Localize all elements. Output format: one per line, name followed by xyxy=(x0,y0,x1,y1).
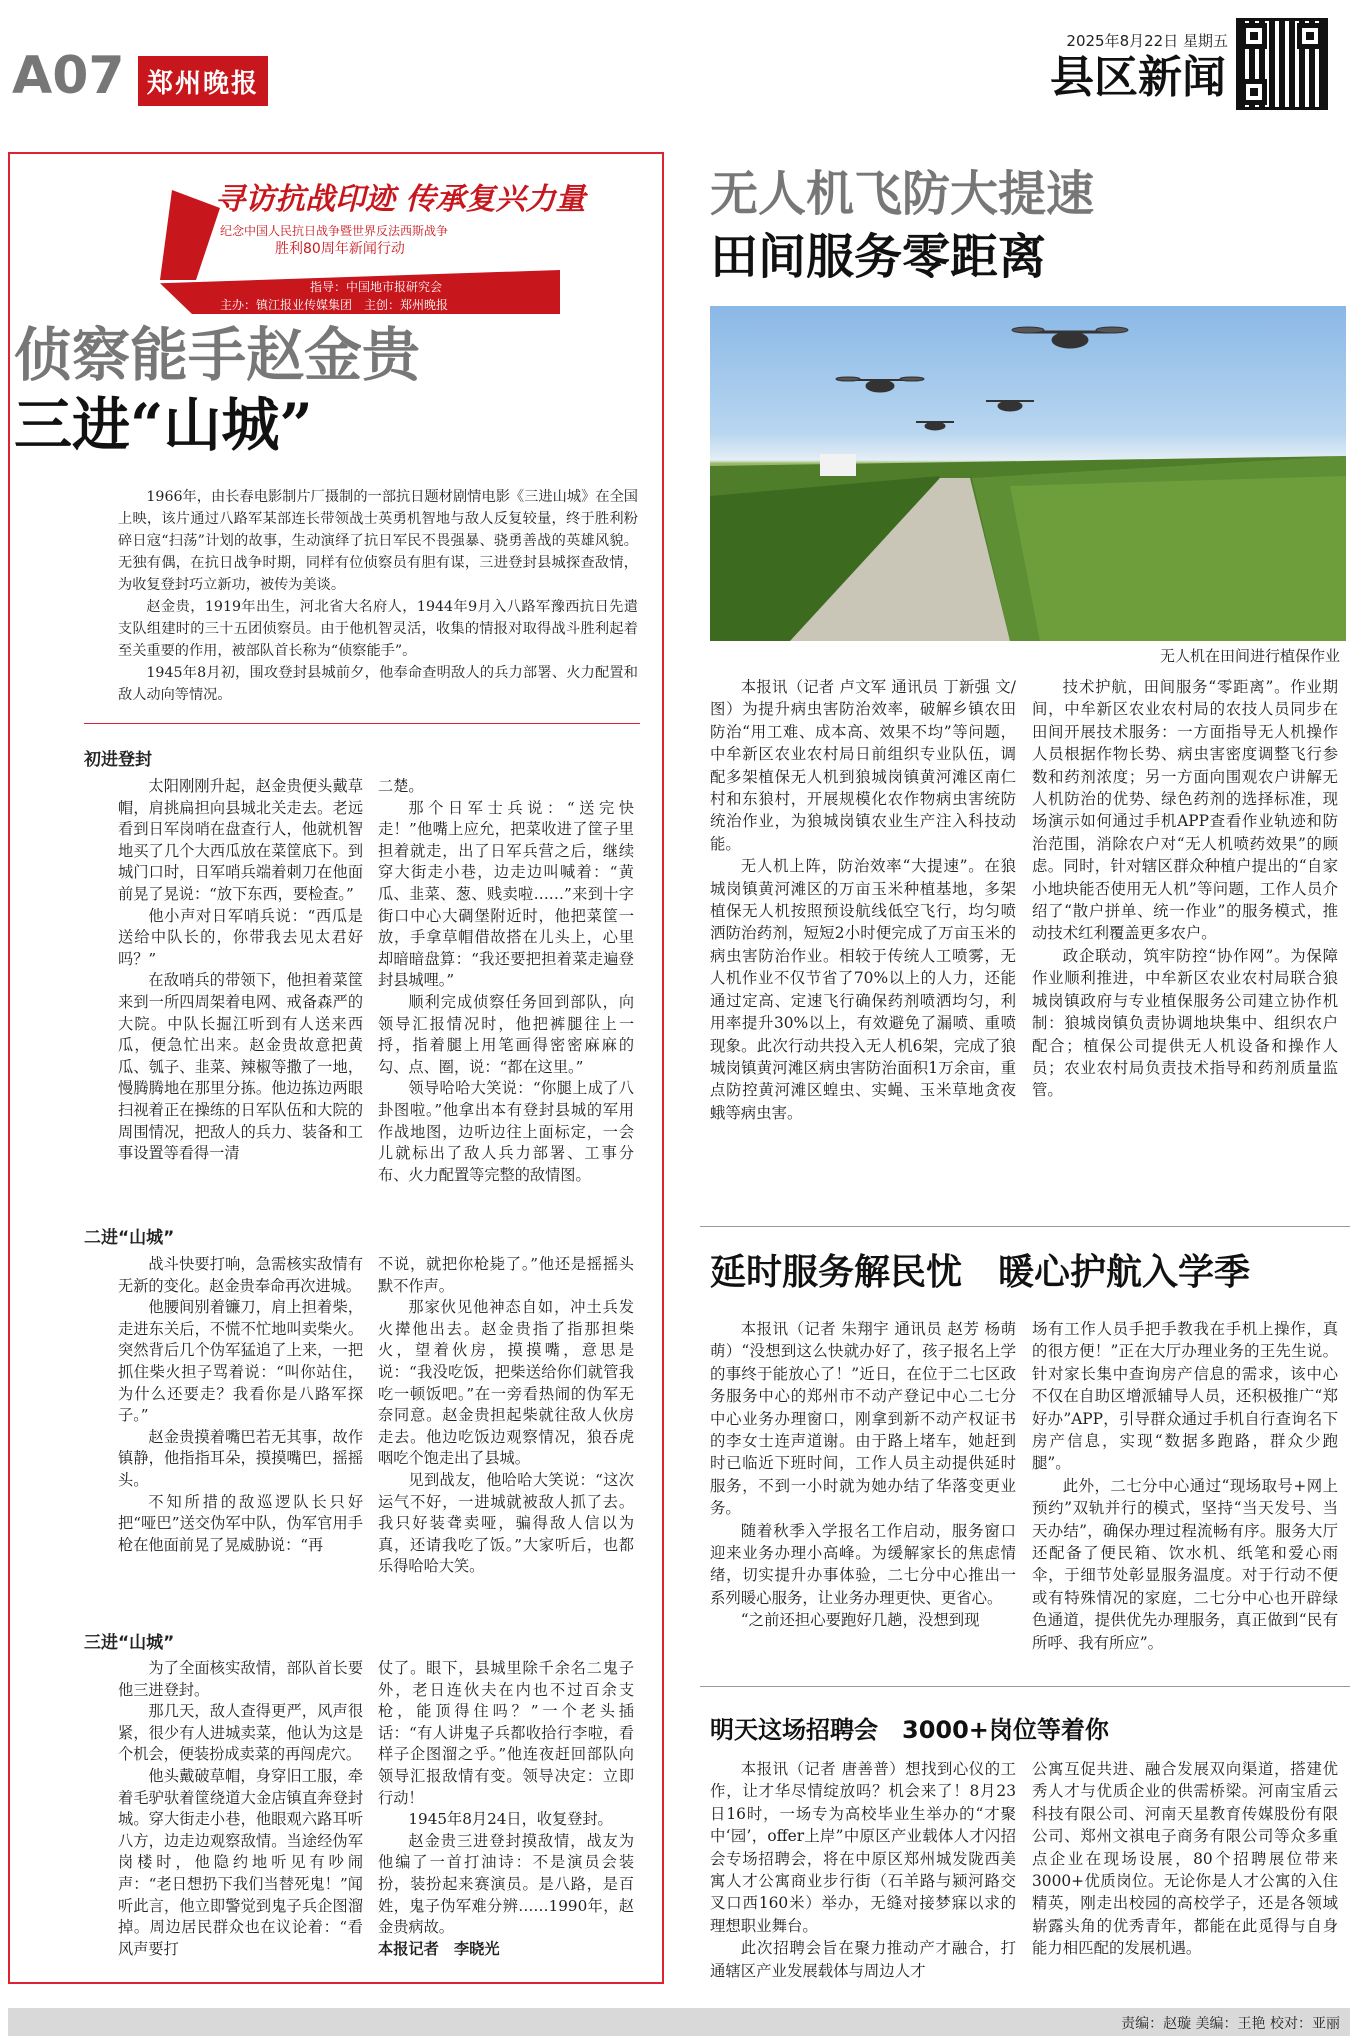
banner-anniversary: 胜利80周年新闻行动 xyxy=(275,241,405,257)
body-paragraph: 不知所措的敌巡逻队长只好把“哑巴”送交伪军中队，伪军官用手枪在他面前晃了晃威胁说：“再 xyxy=(118,1492,363,1554)
body-paragraph: 太阳刚刚升起，赵金贵便头戴草帽，肩挑扁担向县城北关走去。老远看到日军岗哨在盘查行人，他就机智地买了几个大西瓜放在菜筐底下。到城门口时，日军哨兵端着刺刀在他面前晃了晃说：“放下东西，要检查。” xyxy=(118,777,363,903)
body-paragraph: 公寓互促共进、融合发展双向渠道，搭建优秀人才与优质企业的供需桥梁。河南宝盾云科技有限公司、河南天星教育传媒股份有限公司、郑州文祺电子商务有限公司等众多重点企业在现场设展，80个招聘展位带来3000+优质岗位。无论你是人才公寓的入住精英，刚走出校园的高校学子，还是各领域崭露头角的优秀青年，都能在此觅得与自身能力相匹配的发展机遇。 xyxy=(1032,1760,1338,1958)
corn-field xyxy=(710,456,1346,641)
body-paragraph: “之前还担心要跑好几趟，没想到现 xyxy=(740,1611,980,1630)
body-paragraph: 那几天，敌人查得更严，风声很紧，很少有人进城卖菜，他认为这是个机会，便装扮成卖菜的再闯虎穴。 xyxy=(118,1702,363,1764)
body-paragraph: 他头戴破草帽，身穿旧工服，牵着毛驴驮着筐绕道大金店镇直奔登封城。穿大街走小巷，他眼观六路耳听八方，边走边观察敌情。当途经伪军岗楼时，他隐约地听见有吵闹声：“老日想扔下我们当替死鬼！”闻听此言，他立即警觉到鬼子兵企图溜掉。周边居民群众也在议论着：“看风声要打 xyxy=(118,1766,363,1958)
body-paragraph: 不说，就把你枪毙了。”他还是摇摇头默不作声。 xyxy=(378,1255,634,1295)
body-paragraph: 技术护航，田间服务“零距离”。作业期间，中牟新区农业农村局的农技人员同步在田间开展技术服务：一方面指导无人机操作人员根据作物长势、病虫害密度调整飞行参数和药剂浓度；另一方面向围观农户讲解无人机防治的优势、绿色药剂的选择标准，现场演示如何通过手机APP查看作业轨迹和防治范围，消除农户对“无人机喷药效果”的顾虑。同时，针对辖区群众种植户提出的“自家小地块能否使用无人机”等问题，工作人员介绍了“散户拼单、统一作业”的服务模式，推动技术红利覆盖更多农户。 xyxy=(1032,678,1338,943)
body-paragraph: 为了全面核实敌情，部队首长要他三进登封。 xyxy=(118,1659,363,1699)
job-fair-title: 明天这场招聘会 3000+岗位等着你 xyxy=(710,1716,1109,1744)
body-paragraph: 那家伙见他神态自如，冲土兵发火撵他出去。赵金贵指了指那担柴火，望着伙房，摸摸嘴，意思是说：“我没吃饭，把柴送给你们就管我吃一顿饭吧。”在一旁看热闹的伪军无奈同意。赵金贵担起柴就往敌人伙房走去。他边吃饭边观察情况，狼吞虎咽吃个饱走出了县城。 xyxy=(378,1298,634,1468)
body-paragraph: 本报讯（记者 朱翔宇 通讯员 赵芳 杨萌萌）“没想到这么快就办好了，孩子报名上学的事终于能放心了！”近日，在位于二七区政务服务中心的郑州市不动产登记中心二七分中心业务办理窗口，刚拿到新不动产权证书的李女士连声道谢。由于路上堵车，她赶到时已临近下班时间，工作人员主动提供延时服务，不到一小时就为她办结了华落变更业务。 xyxy=(710,1320,1016,1518)
drone-icon xyxy=(836,377,924,392)
banner-title: 寻访抗战印迹 传承复兴力量 xyxy=(215,182,586,217)
sec1-column-right xyxy=(378,776,634,1186)
feature-title-line1: 侦察能手赵金贵 xyxy=(14,321,421,389)
body-paragraph: 仗了。眼下，县城里除千余名二鬼子外，老日连伙夫在内也不过百余支枪，能顶得住吗？”一个老头插话：“有人讲鬼子兵都收拾行李啦，看样子企图溜之乎。”他连夜赶回部队向领导汇报敌情有变。领导决定：立即行动！ xyxy=(378,1659,634,1807)
body-paragraph: 在敌哨兵的带领下，他担着菜筐来到一所四周架着电网、戒备森严的大院。中队长掘江听到有人送来西瓜，便急忙出来。赵金贵故意把黄瓜、瓠子、韭菜、辣椒等撒了一地，慢腾腾地在那里分拣。他边拣边两眼扫视着正在操练的日军队伍和大院的周围情况，把敌人的兵力、装备和工事设置等看得一清 xyxy=(118,971,363,1163)
body-paragraph: 政企联动，筑牢防控“协作网”。为保障作业顺利推进，中牟新区农业农村局联合狼城岗镇政府与专业植保服务公司建立协作机制：狼城岗镇负责协调地块集中、组织农户配合；植保公司提供无人机设备和操作人员；农业农村局负责技术指导和药剂质量监管。 xyxy=(1032,946,1338,1100)
newspaper-logo: 郑州晚报 xyxy=(138,56,268,106)
lead-paragraph: 赵金贵，1919年出生，河北省大名府人，1944年9月入八路军豫西抗日先遣支队组建时的三十五团侦察员。由于他机智灵活，收集的情报对取得战斗胜利起着至关重要的作用，被部队首长称为“侦察能手”。 xyxy=(118,599,638,659)
section-heading: 二进“山城” xyxy=(84,1228,175,1248)
drone-title-line1: 无人机飞防大提速 xyxy=(710,166,1095,222)
sec2-column-left xyxy=(118,1254,363,1556)
article-divider xyxy=(700,1686,1350,1687)
body-paragraph: 赵金贵三进登封摸敌情，战友为他编了一首打油诗：不是演员会装扮，装扮起来赛演员。是八路，是百姓，鬼子伪军难分辨……1990年，赵金贵病故。 xyxy=(378,1831,634,1937)
campaign-banner xyxy=(120,170,586,320)
drone-icon xyxy=(916,422,954,430)
banner-guide: 指导：中国地市报研究会 xyxy=(310,280,443,294)
lead-paragraph: 1945年8月初，围攻登封县城前夕，他奉命查明敌人的兵力部署、火力配置和敌人动向等情况。 xyxy=(118,665,638,703)
body-paragraph: 二楚。 xyxy=(378,777,424,795)
body-paragraph: 那个日军士兵说：“送完快走！”他嘴上应允，把菜收进了筐子里担着就走，出了日军兵营之后，继续穿大街走小巷，边走边叫喊着：“黄瓜、韭菜、葱、贱卖啦……”来到十字街口中心大碉堡附近时，他把菜筐一放，手拿草帽借故搭在儿头上，心里却暗暗盘算：“我还要把担着菜走遍登封县城哩。” xyxy=(378,798,634,990)
body-paragraph: 领导哈哈大笑说：“你腿上成了八卦图啦。”他拿出本有登封县城的军用作战地图，边听边往上面标定，一会儿就标出了敌人兵力部署、工事分布、火力配置等完整的敌情图。 xyxy=(378,1079,634,1184)
school-column-right xyxy=(1032,1318,1338,1654)
drone-icon xyxy=(1012,327,1128,348)
feature-lead xyxy=(118,486,638,706)
feature-title-line2: 三进“山城” xyxy=(14,391,313,459)
drone-field-photo xyxy=(710,306,1346,641)
body-paragraph: 本报讯（记者 唐善普）想找到心仪的工作，让才华尽情绽放吗？机会来了！8月23日16时，一场专为高校毕业生举办的“才聚中‘园’，offer上岸”中原区产业载体人才闪招会专场招聘会，将在中原区郑州城发陇西美寓人才公寓商业步行街（石羊路与颍河路交叉口西160米）举办，无缝对接梦寐以求的理想职业舞台。 xyxy=(710,1760,1016,1935)
school-column-left xyxy=(710,1318,1016,1632)
banner-host: 主办：镇江报业传媒集团 主创：郑州晚报 xyxy=(220,298,449,312)
body-paragraph: 1945年8月24日，收复登封。 xyxy=(408,1810,613,1829)
body-paragraph: 场有工作人员手把手教我在手机上操作，真的很方便！”正在大厅办理业务的王先生说。针对家长集中查询房产信息的需求，该中心不仅在自助区增派辅导人员，还积极推广“郑好办”APP，引导群众通过手机自行查询名下房产信息，实现“数据多跑路，群众少跑腿”。 xyxy=(1032,1320,1338,1473)
section-heading: 三进“山城” xyxy=(84,1633,175,1653)
sec3-column-left xyxy=(118,1658,363,1960)
drone-icon xyxy=(986,401,1034,411)
body-paragraph: 此次招聘会旨在聚力推动产才融合，打通辖区产业发展载体与周边人才 xyxy=(710,1939,1016,1980)
body-paragraph: 他小声对日军哨兵说：“西瓜是送给中队长的，你带我去见太君好吗？” xyxy=(118,906,363,968)
editor-credits: 责编：赵璇 美编：王艳 校对：亚丽 xyxy=(1121,2016,1340,2032)
page-number: A07 xyxy=(12,46,125,106)
section-title: 县区新闻 xyxy=(1050,52,1226,103)
qr-code-icon[interactable] xyxy=(1236,18,1328,110)
article-divider xyxy=(700,1226,1350,1227)
body-paragraph: 随着秋季入学报名工作启动，服务窗口迎来业务办理小高峰。为缓解家长的焦虑情绪，切实提升办事体验，二七分中心推出一系列暖心服务，让业务办理更快、更省心。 xyxy=(710,1521,1016,1607)
body-paragraph: 战斗快要打响，急需核实敌情有无新的变化。赵金贵奉命再次进城。 xyxy=(118,1255,363,1295)
lead-divider xyxy=(84,723,640,724)
byline: 本报记者 李晓光 xyxy=(378,1939,500,1958)
body-paragraph: 本报讯（记者 卢文军 通讯员 丁新强 文/图）为提升病虫害防治效率，破解乡镇农田防治“用工难、成本高、效果不均”等问题，中牟新区农业农村局日前组织专业队伍，调配多架植保无人机到狼城岗镇黄河滩区南仁村和东狼村，开展规模化农作物病虫害统防统治作业，为狼城岗镇农业生产注入科技动能。 xyxy=(710,678,1016,853)
supply-bags xyxy=(820,454,856,476)
section-heading: 初进登封 xyxy=(84,750,152,770)
photo-illustration xyxy=(710,306,1346,641)
job-column-left xyxy=(710,1758,1016,1982)
red-flag-icon xyxy=(160,190,220,280)
body-paragraph: 见到战友，他哈哈大笑说：“这次运气不好，一进城就被敌人抓了去。我只好装聋卖哑，骗得敌人信以为真，还请我吃了饭。”大家听后，也都乐得哈哈大笑。 xyxy=(378,1470,634,1576)
drone-title-line2: 田间服务零距离 xyxy=(710,229,1047,285)
body-paragraph: 赵金贵摸着嘴巴若无其事，故作镇静，他指指耳朵，摸摸嘴巴，摇摇头。 xyxy=(118,1427,363,1489)
body-paragraph: 顺利完成侦察任务回到部队，向领导汇报情况时，他把裤腿往上一捋，指着腿上用笔画得密密麻麻的勾、点、圈，说：“都在这里。” xyxy=(378,992,634,1076)
school-title: 延时服务解民忧 暖心护航入学季 xyxy=(710,1252,1251,1293)
drone-column-right xyxy=(1032,676,1338,1102)
sec3-column-right xyxy=(378,1658,634,1960)
drone-column-left xyxy=(710,676,1016,1124)
job-column-right xyxy=(1032,1758,1338,1960)
banner-subtitle: 纪念中国人民抗日战争暨世界反法西斯战争 xyxy=(220,224,449,238)
body-paragraph: 无人机上阵，防治效率“大提速”。在狼城岗镇黄河滩区的万亩玉米种植基地，多架植保无人机按照预设航线低空飞行，均匀喷洒防治药剂，短短2小时便完成了万亩玉米的病虫害防治作业。相较于传统人工喷雾，无人机作业不仅节省了70%以上的人力，还能通过定高、定速飞行确保药剂喷洒均匀，利用率提升30%以上，有效避免了漏喷、重喷现象。此次行动共投入无人机6架，完成了狼城岗镇黄河滩区病虫害防治面积1万余亩，重点防控黄河滩区蝗虫、实蝇、玉米草地贪夜蛾等病虫害。 xyxy=(710,857,1016,1122)
photo-caption: 无人机在田间进行植保作业 xyxy=(1159,647,1340,665)
lead-paragraph: 1966年，由长春电影制片厂摄制的一部抗日题材剧情电影《三进山城》在全国上映，该片通过八路军某部连长带领战士英勇机智地与敌人反复较量，终于胜利粉碎日寇“扫荡”计划的故事，生动演绎了抗日军民不畏强暴、骁勇善战的英雄风貌。无独有偶，在抗日战争时期，同样有位侦察员有胆有谋，三进登封县城探查敌情，为收复登封巧立新功，被传为美谈。 xyxy=(118,489,638,593)
sec1-column-left xyxy=(118,776,363,1165)
body-paragraph: 此外，二七分中心通过“现场取号+网上预约”双轨并行的模式，坚持“当天发号、当天办结”，确保办理过程流畅有序。服务大厅还配备了便民箱、饮水机、纸笔和爱心雨伞，于细节处彰显服务温度。对于行动不便或有特殊情况的家庭，二七分中心也开辟绿色通道，提供优先办理服务，真正做到“民有所呼、我有所应”。 xyxy=(1032,1476,1338,1652)
issue-date: 2025年8月22日 星期五 xyxy=(1066,32,1228,50)
sec2-column-right xyxy=(378,1254,634,1578)
body-paragraph: 他腰间别着镰刀，肩上担着柴，走进东关后，不慌不忙地叫卖柴火。突然背后几个伪军猛追了上来，一把抓住柴火担子骂着说：“叫你站住，为什么还要走？我看你是八路军探子。” xyxy=(118,1298,363,1425)
